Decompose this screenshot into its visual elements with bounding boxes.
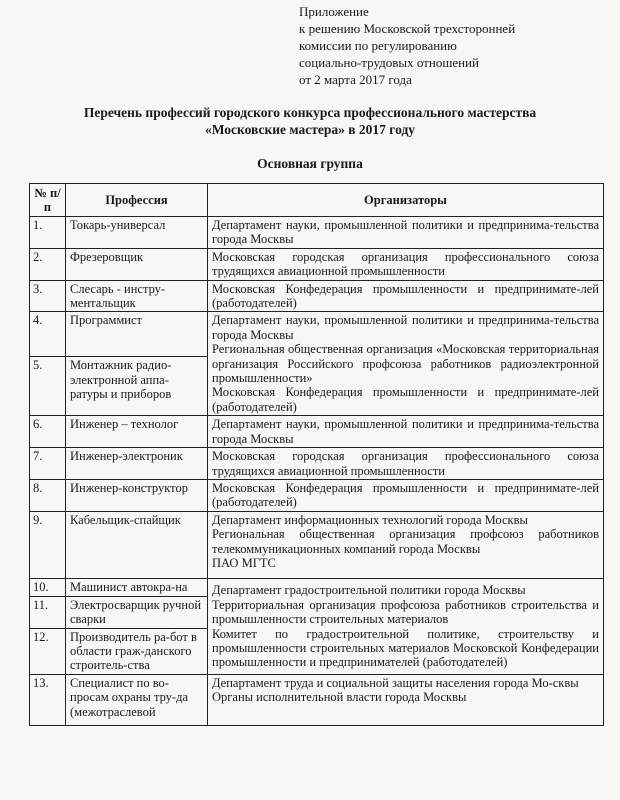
appendix-line: к решению Московской трехсторонней (299, 21, 516, 36)
row-number: 3. (30, 280, 66, 312)
table-row (30, 280, 604, 312)
row-number: 11. (30, 596, 66, 628)
row-number: 2. (30, 248, 66, 280)
organizer-line: Департамент науки, промышленной политики и предпринима-тельства города Москвы (212, 417, 599, 446)
row-number: 1. (30, 217, 66, 249)
profession-cell: Инженер-электроник (66, 448, 208, 480)
table-row (30, 312, 604, 357)
row-number: 4. (30, 312, 66, 357)
title-line-1: Перечень профессий городского конкурса профессионального мастерства (83, 105, 537, 120)
table-row (30, 448, 604, 480)
profession-cell: Слесарь - инстру-ментальщик (66, 280, 208, 312)
row-number: 12. (30, 628, 66, 674)
table-header-row (30, 184, 604, 217)
organizers-cell (208, 579, 604, 674)
organizers-cell (208, 217, 604, 249)
organizer-line: Московская Конфедерация промышленности и предпринимате-лей (работодателей) (212, 385, 599, 414)
organizer-line: Московская городская организация профессионального союза трудящихся авиационной промышленности (212, 249, 599, 279)
row-number: 10. (30, 579, 66, 596)
organizers-cell (208, 448, 604, 480)
row-number: 6. (30, 416, 66, 448)
profession-cell: Программист (66, 312, 208, 357)
organizers-cell (208, 280, 604, 312)
row-number: 8. (30, 479, 66, 511)
document-title (0, 104, 620, 138)
table-row (30, 479, 604, 511)
profession-cell: Фрезеровщик (66, 248, 208, 280)
table-row (30, 217, 604, 249)
organizer-line: Комитет по градостроительной политике, строительству и промышленности строительных материалов Московской Конфедерации промышленности и предпринимателей (работодателей) (212, 626, 599, 670)
organizer-line: Московская городская организация профессионального союза трудящихся авиационной промышленности (212, 449, 599, 478)
organizer-line: Департамент науки, промышленной политики и предпринима-тельства города Москвы (212, 313, 599, 342)
profession-cell: Машинист автокра-на (66, 579, 208, 596)
header-num: № п/п (30, 184, 66, 217)
profession-cell: Монтажник радио-электронной аппа-ратуры и приборов (66, 357, 208, 416)
profession-cell: Производитель ра-бот в области граж-данского строитель-ства (66, 628, 208, 674)
appendix-line: от 2 марта 2017 года (299, 72, 412, 87)
appendix-note (299, 3, 515, 88)
organizer-line: ПАО МГТС (212, 555, 276, 570)
header-organizers: Организаторы (208, 184, 604, 217)
appendix-line: социально-трудовых отношений (299, 55, 479, 70)
organizers-cell (208, 511, 604, 579)
organizer-line: Территориальная организация профсоюза работников строительства и промышленности строительных материалов (212, 597, 599, 627)
row-number: 7. (30, 448, 66, 480)
organizer-line: Департамент градостроительной политики города Москвы (212, 583, 526, 598)
table-row (30, 416, 604, 448)
table-row (30, 579, 604, 596)
group-title: Основная группа (257, 156, 363, 171)
appendix-line: комиссии по регулированию (299, 38, 457, 53)
row-number: 13. (30, 674, 66, 725)
profession-cell: Электросварщик ручной сварки (66, 596, 208, 628)
table-row (30, 248, 604, 280)
profession-cell: Токарь-универсал (66, 217, 208, 249)
organizer-line: Региональная общественная организация «Московская территориальная организация Российского профсоюза работников радиоэлектронной промышленности» (212, 342, 599, 386)
profession-cell (66, 674, 208, 725)
title-line-2: «Московские мастера» в 2017 году (204, 122, 416, 137)
profession-cell: Инженер-конструктор (66, 479, 208, 511)
organizer-line: Московская Конфедерация промышленности и предпринимате-лей (работодателей) (212, 281, 599, 311)
row-number: 5. (30, 357, 66, 416)
professions-table (29, 183, 604, 726)
organizers-cell (208, 312, 604, 416)
organizer-line: Департамент науки, промышленной политики и предпринима-тельства города Москвы (212, 218, 599, 247)
header-profession: Профессия (66, 184, 208, 217)
organizer-line: Департамент информационных технологий города Москвы (212, 512, 528, 527)
table-row (30, 511, 604, 579)
organizers-cell (208, 416, 604, 448)
profession-cell: Кабельщик-спайщик (66, 511, 208, 579)
organizer-line: Органы исполнительной власти города Москвы (212, 690, 467, 705)
organizers-cell (208, 674, 604, 725)
profession-text: Специалист по во-просам охраны тру-да (межотраслевой (70, 675, 189, 719)
organizer-line: Региональная общественная организация профсоюз работников телекоммуникационных компаний города Москвы (212, 527, 599, 556)
organizers-cell (208, 248, 604, 280)
organizers-cell (208, 479, 604, 511)
profession-cell: Инженер – технолог (66, 416, 208, 448)
row-number: 9. (30, 511, 66, 579)
table-row (30, 674, 604, 725)
organizer-line: Департамент труда и социальной защиты населения города Мо-сквы (212, 675, 579, 690)
organizer-line: Московская Конфедерация промышленности и предпринимате-лей (работодателей) (212, 480, 599, 510)
appendix-line: Приложение (299, 4, 369, 19)
